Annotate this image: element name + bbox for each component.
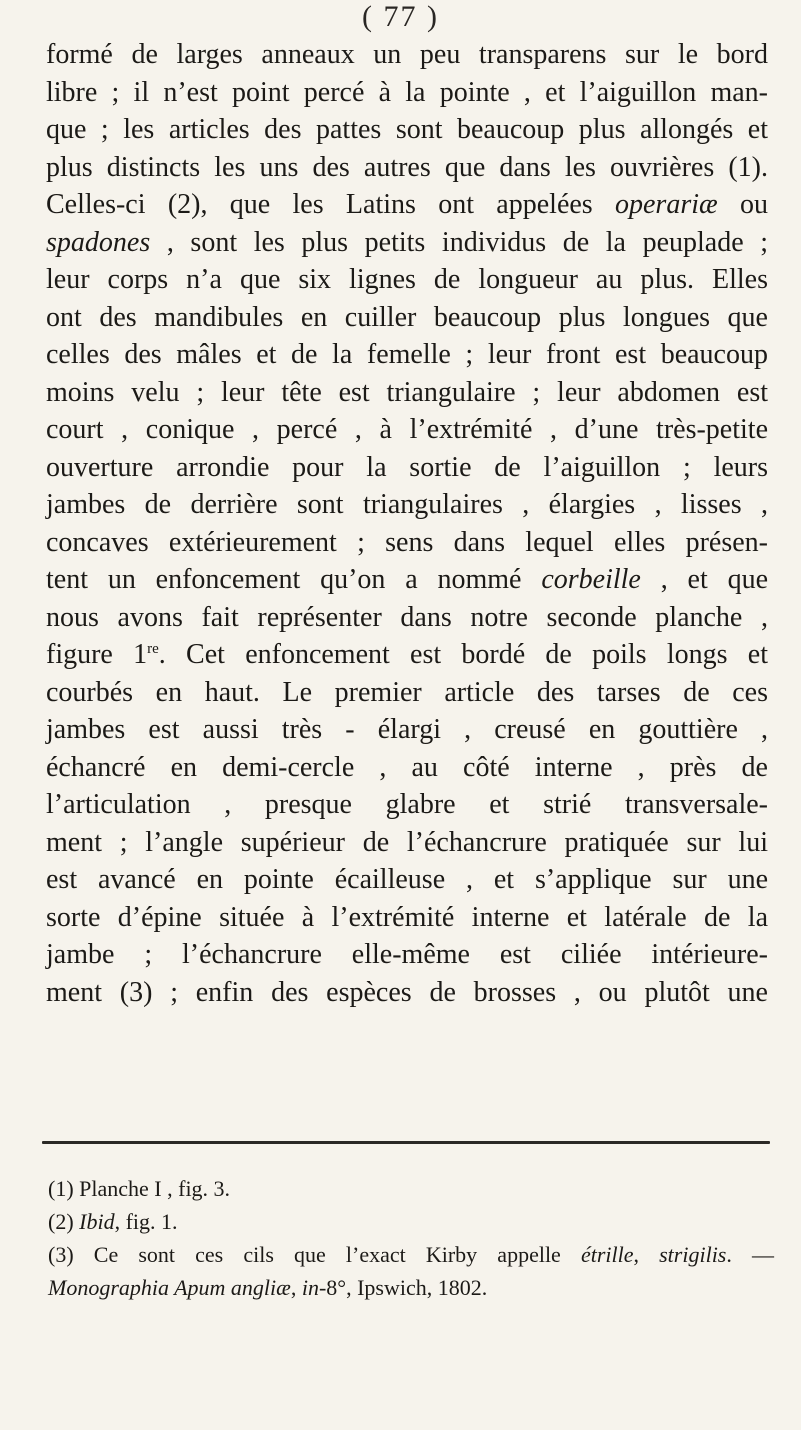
text-line: que ; les articles des pattes sont beaucoup plus allongés et [46, 114, 768, 145]
text-line: plus distincts les uns des autres que dans les ouvrières (1). [46, 151, 768, 183]
text-line: ment (3) ; enfin des espèces de brosses , ou plutôt une [46, 976, 768, 1008]
text-line: est avancé en pointe écailleuse , et s’applique sur une [46, 864, 768, 895]
text-line: figure 1re. Cet enfoncement est bordé de poils longs et [46, 639, 768, 670]
text-line: l’articulation , presque glabre et strié transversale- [46, 789, 768, 820]
text-line: concaves extérieurement ; sens dans lequel elles présen- [46, 526, 768, 558]
main-text [46, 36, 768, 1011]
footnote-rule [42, 1141, 770, 1144]
text-line: moins velu ; leur tête est triangulaire ; leur abdomen est [46, 376, 768, 408]
footnote-1: (1) Planche I , fig. 3. [48, 1176, 231, 1201]
text-line: spadones , sont les plus petits individus de la peuplade ; [46, 226, 768, 258]
italic-term: corbeille [541, 564, 641, 595]
text-line: ment ; l’angle supérieur de l’échancrure pratiquée sur lui [46, 826, 768, 858]
text-line: libre ; il n’est point percé à la pointe , et l’aiguillon man- [46, 76, 768, 108]
text-line: nous avons fait représenter dans notre seconde planche , [46, 601, 768, 633]
text-line: Celles-ci (2), que les Latins ont appelées operariæ ou [46, 189, 768, 220]
italic-term: operariæ [615, 189, 718, 220]
text-line: tent un enfoncement qu’on a nommé corbeille , et que [46, 564, 768, 595]
text-line: jambe ; l’échancrure elle-même est ciliée intérieure- [46, 939, 768, 970]
text-line: leur corps n’a que six lignes de longueur au plus. Elles [46, 264, 768, 295]
text-line: court , conique , percé , à l’extrémité , d’une très-petite [46, 414, 768, 445]
text-line: celles des mâles et de la femelle ; leur front est beaucoup [46, 339, 768, 370]
text-line: formé de larges anneaux un peu transparens sur le bord [46, 39, 768, 70]
text-line: ont des mandibules en cuiller beaucoup plus longues que [46, 301, 768, 333]
text-line: jambes est aussi très - élargi , creusé en gouttière , [46, 714, 768, 745]
footnote-2: (2) Ibid, fig. 1. [48, 1209, 178, 1234]
text-line: sorte d’épine située à l’extrémité interne et latérale de la [46, 901, 768, 933]
text-line: jambes de derrière sont triangulaires , élargies , lisses , [46, 489, 768, 520]
footnote-3: (3) Ce sont ces cils que l’exact Kirby appelle étrille, strigilis. — [48, 1242, 774, 1267]
footnotes [48, 1172, 774, 1304]
superscript: re [147, 641, 159, 657]
text-line: courbés en haut. Le premier article des tarses de ces [46, 676, 768, 708]
text-line: ouverture arrondie pour la sortie de l’aiguillon ; leurs [46, 451, 768, 483]
text-line: échancré en demi-cercle , au côté interne , près de [46, 751, 768, 783]
footnote-3-continued: Monographia Apum angliæ, in-8°, Ipswich, 1802. [48, 1275, 488, 1300]
page-number: ( 77 ) [362, 0, 439, 33]
italic-term: spadones [46, 226, 151, 258]
